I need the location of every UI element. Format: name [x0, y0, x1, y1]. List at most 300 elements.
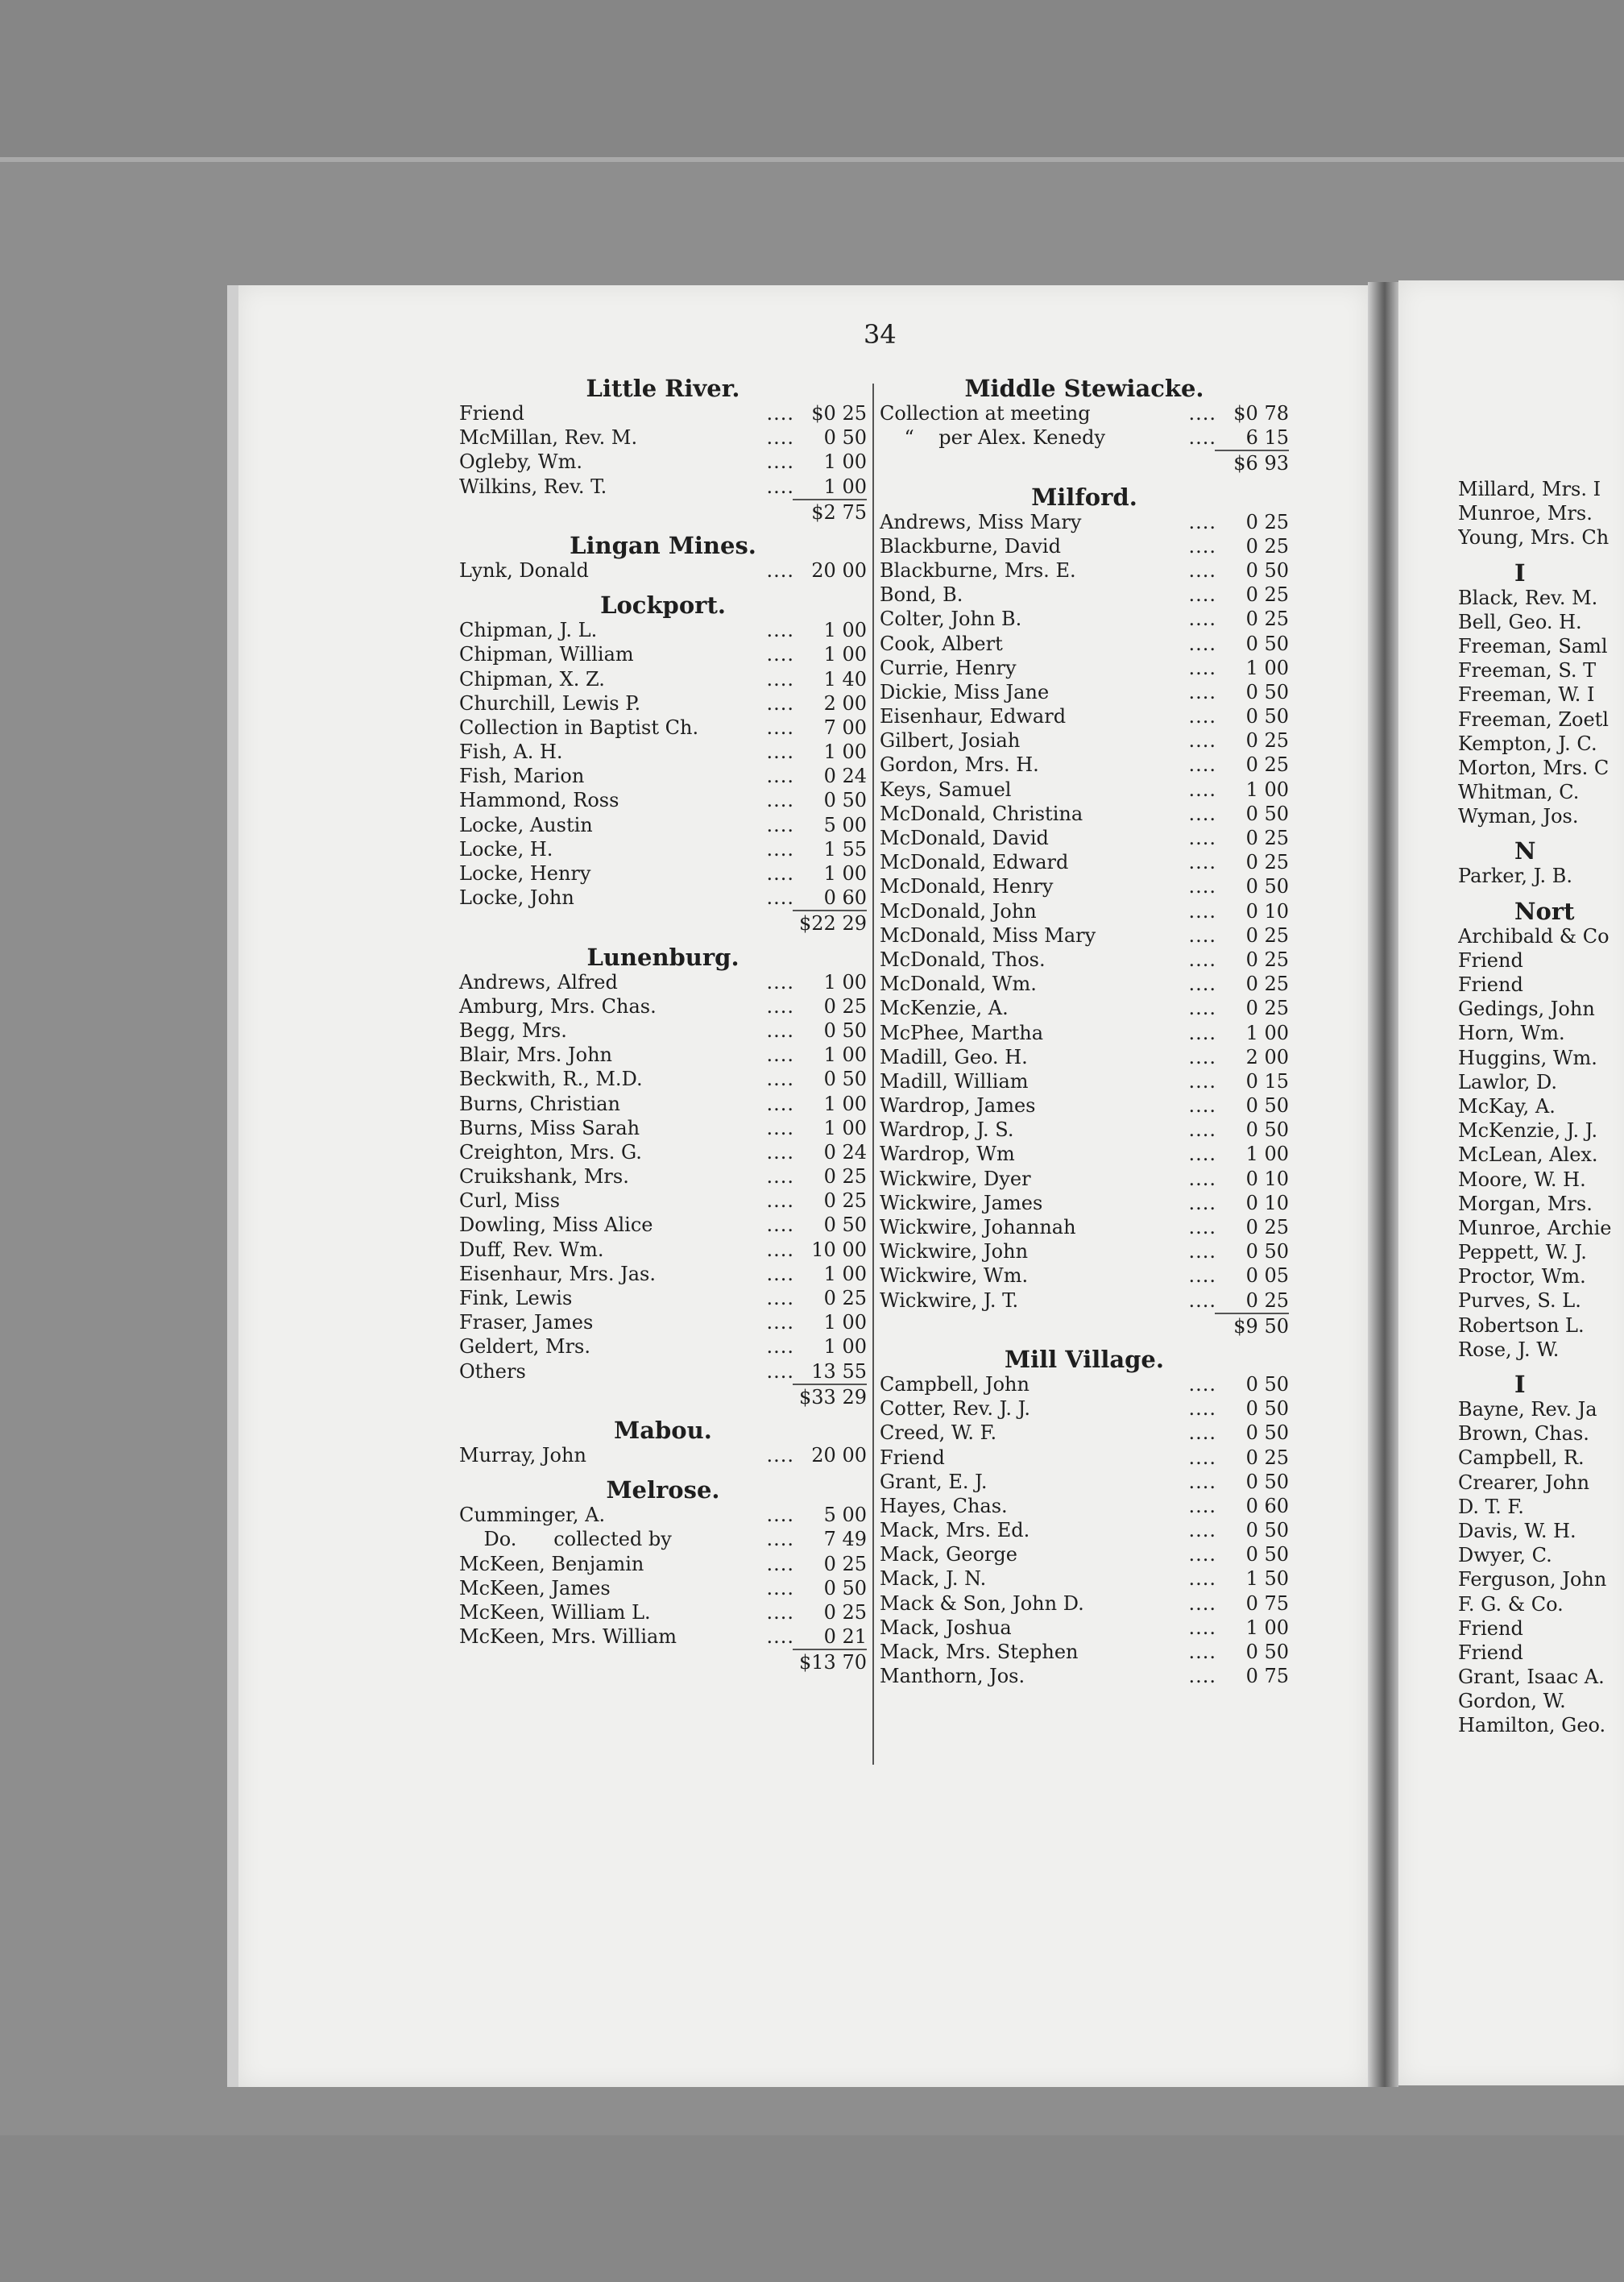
- list-item: [880, 1494, 1289, 1518]
- leader-dots: ....: [766, 1504, 794, 1527]
- list-item: D. T. F.: [1458, 1495, 1524, 1518]
- subscriber-name: Cruikshank, Mrs.: [459, 1165, 629, 1189]
- amount: 7 49: [823, 1528, 867, 1551]
- leader-dots: ....: [1188, 1543, 1216, 1566]
- list-item: Hamilton, Geo.: [1458, 1714, 1606, 1737]
- amount: 0 25: [1245, 534, 1289, 558]
- list-item: [459, 1310, 867, 1334]
- section-title: Middle Stewiacke.: [964, 375, 1204, 402]
- list-item: McLean, Alex.: [1458, 1143, 1598, 1167]
- amount: 0 25: [1245, 851, 1289, 874]
- list-item: [880, 1616, 1289, 1640]
- list-item: Whitman, C.: [1458, 781, 1580, 804]
- leader-dots: ....: [1188, 923, 1216, 947]
- list-item: [459, 1189, 867, 1213]
- list-item: [880, 728, 1289, 753]
- list-item: Friend: [1458, 1616, 1523, 1640]
- list-item: [459, 837, 867, 861]
- leader-dots: ....: [1188, 402, 1216, 425]
- leader-dots: ....: [1188, 1519, 1216, 1542]
- leader-dots: ....: [766, 558, 794, 582]
- list-item: [880, 1191, 1289, 1215]
- subscriber-name: Madill, William: [880, 1069, 1029, 1093]
- leader-dots: ....: [766, 450, 794, 474]
- subscriber-name: Bond, B.: [880, 583, 963, 607]
- list-item: [459, 691, 867, 716]
- amount: 1 40: [823, 667, 867, 691]
- list-item: [880, 1167, 1289, 1191]
- leader-dots: ....: [766, 970, 794, 994]
- book-spine: [1368, 282, 1398, 2087]
- list-item: [880, 826, 1289, 850]
- amount: 0 60: [823, 886, 867, 910]
- subscriber-name: McDonald, Edward: [880, 851, 1069, 874]
- leader-dots: ....: [1188, 705, 1216, 728]
- leader-dots: ....: [766, 1335, 794, 1359]
- list-item: Friend: [1458, 1641, 1523, 1664]
- list-item: [459, 450, 867, 474]
- list-item: [459, 994, 867, 1019]
- list-item: [459, 1213, 867, 1237]
- list-item: McKenzie, J. J.: [1458, 1119, 1598, 1143]
- list-item: [459, 970, 867, 994]
- amount: 0 50: [823, 1019, 867, 1042]
- amount: 1 50: [1245, 1567, 1289, 1591]
- amount: 0 25: [1245, 997, 1289, 1020]
- subscriber-name: Hayes, Chas.: [880, 1494, 1008, 1517]
- list-item: [459, 1140, 867, 1164]
- amount: 0 50: [1245, 1470, 1289, 1493]
- subscriber-name: Chipman, J. L.: [459, 619, 598, 642]
- leader-dots: ....: [766, 862, 794, 885]
- subscriber-name: McPhee, Martha: [880, 1021, 1044, 1044]
- amount: 1 00: [823, 1335, 867, 1359]
- section-title: Lockport.: [600, 591, 726, 620]
- leader-dots: ....: [766, 886, 794, 910]
- list-item: [459, 401, 867, 425]
- list-item: [880, 558, 1289, 583]
- list-item: [880, 874, 1289, 898]
- list-item: [459, 1359, 867, 1384]
- subscriber-name: Andrews, Miss Mary: [880, 510, 1082, 533]
- leader-dots: ....: [766, 1140, 794, 1164]
- leader-dots: ....: [1188, 1021, 1216, 1044]
- leader-dots: ....: [1188, 1591, 1216, 1615]
- subscriber-name: Wickwire, James: [880, 1191, 1043, 1214]
- subscriber-name: Amburg, Mrs. Chas.: [459, 994, 657, 1018]
- list-item: [880, 802, 1289, 826]
- subscriber-name: “ per Alex. Kenedy: [880, 426, 1106, 450]
- list-item: [459, 1527, 867, 1551]
- leader-dots: ....: [766, 619, 794, 642]
- amount: 0 50: [823, 426, 867, 450]
- subscriber-name: Mack, J. N.: [880, 1567, 987, 1591]
- total-amount: $13 70: [793, 1649, 867, 1674]
- leader-dots: ....: [766, 741, 794, 764]
- subscriber-name: McKeen, James: [459, 1576, 611, 1599]
- list-item: Freeman, W. I: [1458, 683, 1595, 707]
- amount: 0 50: [1245, 680, 1289, 703]
- amount: 0 50: [1245, 1118, 1289, 1142]
- list-item: [459, 1600, 867, 1624]
- section-title: Nort: [1514, 897, 1575, 925]
- amount: 1 00: [823, 643, 867, 666]
- amount: 0 15: [1245, 1069, 1289, 1093]
- amount: 0 25: [823, 1287, 867, 1309]
- total-amount: $6 93: [1215, 450, 1289, 475]
- amount: 1 00: [1245, 778, 1289, 801]
- leader-dots: ....: [1188, 997, 1216, 1020]
- subscriber-name: Do. collected by: [459, 1528, 672, 1551]
- amount: 0 25: [1245, 583, 1289, 607]
- list-item: [880, 1239, 1289, 1263]
- leader-dots: ....: [1188, 1641, 1216, 1663]
- list-item: [459, 764, 867, 788]
- section-title: Mill Village.: [1005, 1345, 1164, 1373]
- amount: 0 50: [1245, 558, 1289, 582]
- amount: 0 50: [1245, 1519, 1289, 1542]
- amount: 0 10: [1245, 899, 1289, 923]
- list-item: [459, 1552, 867, 1576]
- amount: 0 25: [1245, 510, 1289, 533]
- amount: 5 00: [823, 813, 867, 836]
- list-item: Freeman, Zoetl: [1458, 707, 1609, 731]
- subscriber-name: Wickwire, J. T.: [880, 1288, 1019, 1312]
- amount: 0 50: [1245, 1421, 1289, 1445]
- subscriber-name: Fraser, James: [459, 1311, 594, 1334]
- leader-dots: ....: [766, 1214, 794, 1237]
- leader-dots: ....: [1188, 1446, 1216, 1469]
- list-item: [880, 1118, 1289, 1142]
- list-item: Campbell, R.: [1458, 1446, 1585, 1470]
- subscriber-name: Blair, Mrs. John: [459, 1043, 612, 1067]
- subscriber-name: Friend: [880, 1446, 945, 1469]
- amount: 0 25: [823, 1165, 867, 1189]
- subscriber-name: Mack, Mrs. Stephen: [880, 1641, 1079, 1663]
- list-item: Freeman, S. T: [1458, 659, 1597, 683]
- list-item: [459, 716, 867, 740]
- amount: 20 00: [811, 558, 867, 582]
- subscriber-name: Mack & Son, John D.: [880, 1591, 1084, 1615]
- amount: 1 00: [823, 619, 867, 642]
- subscriber-name: Creed, W. F.: [880, 1421, 997, 1445]
- page-number: 34: [864, 319, 897, 350]
- amount: 0 75: [1245, 1665, 1289, 1688]
- list-item: [459, 1043, 867, 1067]
- list-item: Moore, W. H.: [1458, 1168, 1586, 1191]
- amount: 0 21: [823, 1625, 867, 1649]
- section-gap: [1458, 1362, 1624, 1371]
- leader-dots: ....: [1188, 1567, 1216, 1591]
- amount: 2 00: [1245, 1045, 1289, 1068]
- list-item: [880, 1396, 1289, 1421]
- subscriber-name: Burns, Christian: [459, 1092, 620, 1115]
- section-total: [459, 1649, 867, 1673]
- subscriber-name: Burns, Miss Sarah: [459, 1116, 640, 1139]
- subscriber-name: Curl, Miss: [459, 1189, 561, 1213]
- list-item: [459, 788, 867, 812]
- subscriber-name: Others: [459, 1359, 526, 1383]
- amount: 0 24: [823, 1140, 867, 1164]
- list-item: Dwyer, C.: [1458, 1544, 1552, 1567]
- list-item: [880, 656, 1289, 680]
- amount: 0 50: [1245, 802, 1289, 825]
- total-amount: $9 50: [1215, 1313, 1289, 1338]
- subscriber-name: McKeen, William L.: [459, 1600, 651, 1624]
- leader-dots: ....: [1188, 680, 1216, 703]
- list-item: Proctor, Wm.: [1458, 1265, 1586, 1288]
- leader-dots: ....: [766, 475, 794, 498]
- list-item: [459, 740, 867, 764]
- amount: 0 25: [1245, 1446, 1289, 1469]
- leader-dots: ....: [766, 1068, 794, 1091]
- leader-dots: ....: [766, 402, 794, 425]
- section-gap: [1458, 550, 1624, 560]
- list-item: [880, 1142, 1289, 1166]
- leader-dots: ....: [1188, 608, 1216, 631]
- leader-dots: ....: [1188, 1372, 1216, 1396]
- subscriber-name: Cotter, Rev. J. J.: [880, 1397, 1031, 1421]
- amount: 0 75: [1245, 1591, 1289, 1615]
- subscriber-name: Mack, Joshua: [880, 1616, 1012, 1639]
- amount: $0 25: [811, 402, 867, 425]
- list-item: [880, 923, 1289, 948]
- amount: 0 25: [1245, 923, 1289, 947]
- leader-dots: ....: [1188, 583, 1216, 607]
- section-total: [459, 910, 867, 934]
- amount: 0 10: [1245, 1191, 1289, 1214]
- subscriber-name: McDonald, Christina: [880, 802, 1083, 825]
- amount: 1 00: [823, 970, 867, 994]
- leader-dots: ....: [766, 1019, 794, 1042]
- amount: 0 25: [823, 1552, 867, 1575]
- leader-dots: ....: [766, 1043, 794, 1067]
- subscriber-name: Begg, Mrs.: [459, 1019, 567, 1042]
- subscriber-name: McDonald, David: [880, 827, 1049, 849]
- list-item: [880, 948, 1289, 972]
- subscriber-name: McKenzie, A.: [880, 997, 1009, 1020]
- list-item: [880, 425, 1289, 450]
- list-item: [880, 1045, 1289, 1069]
- list-item: [880, 704, 1289, 728]
- subscriber-name: Wickwire, John: [880, 1240, 1029, 1263]
- amount: 0 50: [823, 1214, 867, 1237]
- leader-dots: ....: [1188, 632, 1216, 655]
- list-item: [459, 475, 867, 499]
- leader-dots: ....: [1188, 534, 1216, 558]
- leader-dots: ....: [1188, 1143, 1216, 1166]
- list-item: [880, 534, 1289, 558]
- list-item: [459, 558, 867, 583]
- amount: 0 10: [1245, 1167, 1289, 1190]
- subscriber-name: Hammond, Ross: [459, 789, 619, 812]
- list-item: Bell, Geo. H.: [1458, 610, 1582, 633]
- subscriber-name: Ogleby, Wm.: [459, 450, 582, 474]
- list-item: [459, 1576, 867, 1600]
- total-amount: $33 29: [793, 1384, 867, 1409]
- section-title: Lunenburg.: [586, 943, 740, 971]
- amount: 0 25: [1245, 973, 1289, 996]
- subscriber-name: Colter, John B.: [880, 608, 1022, 631]
- total-amount: $2 75: [793, 499, 867, 525]
- amount: 1 00: [823, 1262, 867, 1285]
- list-item: [459, 1503, 867, 1527]
- subscriber-name: McKeen, Benjamin: [459, 1552, 644, 1575]
- list-item: [880, 1215, 1289, 1239]
- leader-dots: ....: [766, 1116, 794, 1139]
- list-item: Grant, Isaac A.: [1458, 1666, 1605, 1689]
- amount: 0 50: [1245, 705, 1289, 728]
- section-gap: [1458, 889, 1624, 898]
- leader-dots: ....: [1188, 1288, 1216, 1312]
- list-item: [880, 1093, 1289, 1118]
- left-column: [459, 375, 867, 1673]
- subscriber-name: Mack, Mrs. Ed.: [880, 1519, 1030, 1542]
- list-item: [880, 753, 1289, 777]
- amount: 1 00: [1245, 1143, 1289, 1166]
- leader-dots: ....: [1188, 753, 1216, 777]
- leader-dots: ....: [766, 1287, 794, 1309]
- amount: 1 00: [823, 475, 867, 498]
- subscriber-name: Cumminger, A.: [459, 1504, 606, 1527]
- list-item: [880, 401, 1289, 425]
- list-item: Young, Mrs. Ch: [1458, 526, 1610, 550]
- subscriber-name: Fink, Lewis: [459, 1287, 573, 1309]
- leader-dots: ....: [1188, 875, 1216, 898]
- subscriber-name: Collection at meeting: [880, 402, 1091, 425]
- subscriber-name: Wickwire, Wm.: [880, 1264, 1029, 1288]
- amount: 1 00: [823, 1043, 867, 1067]
- leader-dots: ....: [766, 1262, 794, 1285]
- subscriber-name: Locke, Henry: [459, 862, 591, 885]
- list-item: Davis, W. H.: [1458, 1519, 1576, 1542]
- leader-dots: ....: [1188, 1118, 1216, 1142]
- list-item: Horn, Wm.: [1458, 1022, 1565, 1045]
- amount: 0 50: [823, 789, 867, 812]
- list-item: [880, 510, 1289, 534]
- amount: 1 00: [823, 1311, 867, 1334]
- subscriber-name: McDonald, Henry: [880, 875, 1054, 898]
- subscriber-name: Locke, Austin: [459, 813, 593, 836]
- amount: 1 00: [823, 1092, 867, 1115]
- subscriber-name: Dowling, Miss Alice: [459, 1214, 653, 1237]
- amount: 0 50: [1245, 632, 1289, 655]
- amount: 6 15: [1245, 426, 1289, 450]
- leader-dots: ....: [1188, 1494, 1216, 1517]
- amount: 0 50: [1245, 1641, 1289, 1663]
- amount: 20 00: [811, 1443, 867, 1467]
- subscriber-name: Beckwith, R., M.D.: [459, 1068, 643, 1091]
- amount: 7 00: [823, 716, 867, 739]
- leader-dots: ....: [766, 765, 794, 788]
- list-item: [459, 1443, 867, 1467]
- leader-dots: ....: [766, 1359, 794, 1383]
- leader-dots: ....: [1188, 1191, 1216, 1214]
- subscriber-name: Grant, E. J.: [880, 1470, 988, 1493]
- subscriber-name: McDonald, Thos.: [880, 948, 1046, 971]
- column-divider: [872, 384, 874, 1765]
- list-item: [459, 425, 867, 450]
- amount: 0 25: [1245, 608, 1289, 631]
- leader-dots: ....: [1188, 729, 1216, 753]
- amount: 0 25: [1245, 948, 1289, 971]
- leader-dots: ....: [1188, 1616, 1216, 1639]
- amount: 0 25: [1245, 1288, 1289, 1312]
- leader-dots: ....: [766, 643, 794, 666]
- subscriber-name: McMillan, Rev. M.: [459, 426, 638, 450]
- amount: 1 00: [1245, 1616, 1289, 1639]
- subscriber-name: McDonald, Wm.: [880, 973, 1037, 996]
- leader-dots: ....: [766, 426, 794, 450]
- amount: 1 00: [823, 450, 867, 474]
- leader-dots: ....: [766, 691, 794, 715]
- section-total: [459, 499, 867, 523]
- amount: 0 50: [1245, 1240, 1289, 1263]
- amount: 0 24: [823, 765, 867, 788]
- subscriber-name: Cook, Albert: [880, 632, 1003, 655]
- leader-dots: ....: [1188, 973, 1216, 996]
- list-item: [459, 886, 867, 910]
- list-item: [880, 1518, 1289, 1542]
- amount: 0 60: [1245, 1494, 1289, 1517]
- section-total: [880, 450, 1289, 474]
- subscriber-name: Wilkins, Rev. T.: [459, 475, 607, 498]
- list-item: [459, 1262, 867, 1286]
- leader-dots: ....: [766, 1165, 794, 1189]
- list-item: [459, 1334, 867, 1359]
- subscriber-name: McDonald, John: [880, 899, 1037, 923]
- section-title: I: [1514, 1371, 1526, 1398]
- leader-dots: ....: [1188, 510, 1216, 533]
- list-item: Peppett, W. J.: [1458, 1241, 1587, 1264]
- list-item: [880, 1069, 1289, 1093]
- list-item: Morton, Mrs. C: [1458, 756, 1610, 779]
- leader-dots: ....: [1188, 802, 1216, 825]
- leader-dots: ....: [766, 837, 794, 861]
- list-item: Purves, S. L.: [1458, 1289, 1581, 1313]
- section-gap: [1458, 828, 1624, 838]
- list-item: [459, 1164, 867, 1189]
- subscriber-name: Gilbert, Josiah: [880, 729, 1021, 753]
- leader-dots: ....: [1188, 1045, 1216, 1068]
- list-item: Archibald & Co: [1458, 924, 1610, 948]
- list-item: [459, 1116, 867, 1140]
- subscriber-name: Chipman, X. Z.: [459, 667, 605, 691]
- leader-dots: ....: [1188, 1069, 1216, 1093]
- list-item: Munroe, Mrs.: [1458, 502, 1593, 525]
- subscriber-name: Keys, Samuel: [880, 778, 1012, 801]
- amount: 1 00: [823, 741, 867, 764]
- subscriber-name: Lynk, Donald: [459, 558, 589, 582]
- leader-dots: ....: [766, 813, 794, 836]
- list-item: [880, 1446, 1289, 1470]
- list-item: [880, 972, 1289, 996]
- subscriber-name: Manthorn, Jos.: [880, 1665, 1025, 1688]
- amount: 10 00: [811, 1238, 867, 1261]
- list-item: [880, 1640, 1289, 1664]
- list-item: Black, Rev. M.: [1458, 586, 1598, 609]
- list-item: Friend: [1458, 973, 1523, 996]
- list-item: F. G. & Co.: [1458, 1592, 1564, 1616]
- list-item: [459, 1286, 867, 1310]
- subscriber-name: Andrews, Alfred: [459, 970, 618, 994]
- list-item: Parker, J. B.: [1458, 865, 1572, 888]
- list-item: Wyman, Jos.: [1458, 805, 1579, 828]
- leader-dots: ....: [766, 1092, 794, 1115]
- amount: 2 00: [823, 691, 867, 715]
- list-item: Rose, J. W.: [1458, 1338, 1560, 1361]
- leader-dots: ....: [1188, 827, 1216, 849]
